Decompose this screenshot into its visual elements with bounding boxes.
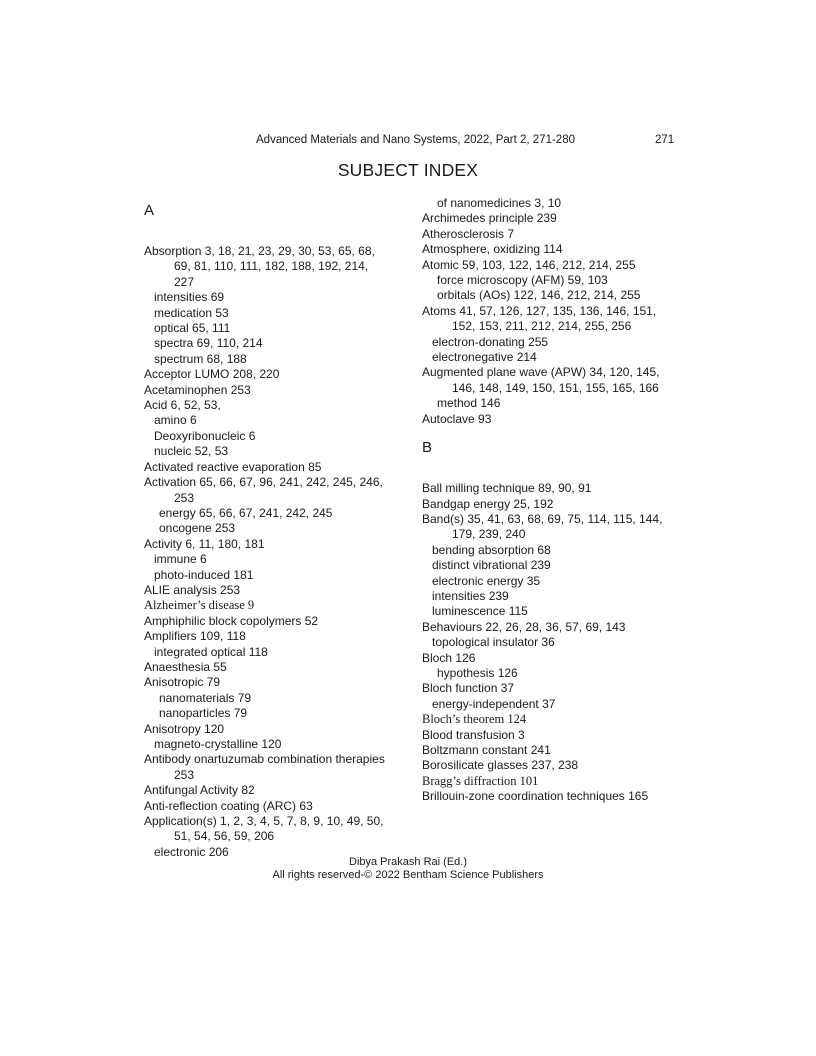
index-entry: Augmented plane wave (APW) 34, 120, 145,	[422, 365, 660, 380]
index-entry: bending absorption 68	[432, 542, 551, 557]
index-entry: Activity 6, 11, 180, 181	[144, 536, 265, 551]
index-entry-continuation: 227	[174, 274, 195, 289]
index-entry: Brillouin-zone coordination techniques 165	[422, 789, 649, 804]
page-title: SUBJECT INDEX	[337, 160, 479, 180]
index-entry: orbitals (AOs) 122, 146, 212, 214, 255	[437, 288, 641, 303]
running-head-text: Advanced Materials and Nano Systems, 2022, Part 2, 271-280	[256, 134, 575, 146]
index-entry: Autoclave 93	[422, 411, 492, 426]
section-letter-a: A	[144, 202, 155, 219]
index-entry: Absorption 3, 18, 21, 23, 29, 30, 53, 65, 68,	[144, 244, 375, 258]
index-entry: Atoms 41, 57, 126, 127, 135, 136, 146, 151,	[422, 303, 657, 318]
index-entry: luminescence 115	[432, 604, 528, 619]
index-entry: Acid 6, 52, 53,	[144, 398, 221, 413]
index-entry: oncogene 253	[159, 521, 236, 536]
index-entry: electronic energy 35	[432, 573, 541, 588]
index-entry: Atmosphere, oxidizing 114	[422, 242, 563, 257]
index-entry-continuation: 253	[174, 490, 195, 505]
index-entry: Bloch’s theorem 124	[422, 712, 527, 727]
index-entry-continuation: 253	[174, 767, 195, 782]
index-entry: Band(s) 35, 41, 63, 68, 69, 75, 114, 115, 144,	[422, 511, 663, 526]
page-number: 271	[655, 134, 675, 146]
index-entry: intensities 69	[154, 290, 225, 305]
index-entry: Activated reactive evaporation 85	[144, 459, 322, 474]
index-entry: Behaviours 22, 26, 28, 36, 57, 69, 143	[422, 619, 626, 634]
index-entry: hypothesis 126	[437, 665, 518, 680]
index-column-left	[144, 196, 414, 860]
index-entry: electron-donating 255	[432, 334, 549, 349]
footer-editor: Dibya Prakash Rai (Ed.)	[349, 856, 467, 868]
index-entry: magneto-crystalline 120	[154, 737, 282, 751]
index-entry: Antibody onartuzumab combination therapies	[144, 752, 385, 767]
index-entry-continuation: 69, 81, 110, 111, 182, 188, 192, 214,	[174, 259, 369, 274]
index-entry: Activation 65, 66, 67, 96, 241, 242, 245, 246,	[144, 475, 383, 490]
index-entry: integrated optical 118	[154, 644, 268, 659]
index-column-right	[422, 196, 692, 805]
index-entry: photo-induced 181	[154, 567, 254, 582]
index-entry: Alzheimer’s disease 9	[144, 598, 255, 613]
index-entries-a-continued	[422, 196, 692, 427]
index-entry: of nanomedicines 3, 10	[437, 196, 562, 210]
index-entry: Bloch function 37	[422, 681, 515, 696]
index-entry: Atherosclerosis 7	[422, 226, 515, 241]
index-entry: topological insulator 36	[432, 635, 555, 650]
index-entry-continuation: 51, 54, 56, 59, 206	[174, 829, 275, 844]
index-entry: intensities 239	[432, 588, 509, 603]
index-entry: energy-independent 37	[432, 696, 556, 711]
index-entry: Application(s) 1, 2, 3, 4, 5, 7, 8, 9, 10, 49, 50,	[144, 814, 384, 829]
index-entry: Anaesthesia 55	[144, 659, 227, 674]
footer-copyright: All rights reserved-© 2022 Bentham Science Publishers	[272, 869, 544, 881]
index-entry: electronegative 214	[432, 350, 537, 365]
index-entry: energy 65, 66, 67, 241, 242, 245	[159, 505, 333, 520]
index-entry: Atomic 59, 103, 122, 146, 212, 214, 255	[422, 257, 636, 272]
index-entry: Antifungal Activity 82	[144, 783, 255, 798]
index-entry: Bloch 126	[422, 650, 476, 665]
index-entry: distinct vibrational 239	[432, 558, 551, 573]
index-entry-continuation: 179, 239, 240	[452, 527, 526, 542]
index-entry: nucleic 52, 53	[154, 444, 229, 459]
index-entry: electronic 206	[154, 844, 229, 859]
index-entry: Acetaminophen 253	[144, 382, 251, 397]
index-entry: Anti-reflection coating (ARC) 63	[144, 798, 313, 813]
index-entry: Archimedes principle 239	[422, 211, 557, 226]
index-entry: medication 53	[154, 305, 229, 320]
index-entry: Ball milling technique 89, 90, 91	[422, 481, 592, 496]
index-entry: ALIE analysis 253	[144, 582, 241, 597]
index-entry: nanomaterials 79	[159, 690, 252, 705]
index-entry: optical 65, 111	[154, 321, 231, 336]
section-letter-b: B	[422, 439, 433, 457]
index-entry: Acceptor LUMO 208, 220	[144, 367, 280, 382]
index-entry: Amphiphilic block copolymers 52	[144, 613, 319, 628]
index-entries-a	[144, 244, 414, 860]
index-entry: amino 6	[154, 413, 197, 428]
index-entry: nanoparticles 79	[159, 706, 248, 721]
index-entry: spectrum 68, 188	[154, 351, 247, 366]
index-entry: force microscopy (AFM) 59, 103	[437, 273, 608, 288]
index-entry: Deoxyribonucleic 6	[154, 428, 256, 443]
index-entries-b	[422, 481, 692, 805]
index-entry-continuation: 146, 148, 149, 150, 151, 155, 165, 166	[452, 380, 659, 395]
index-entry: method 146	[437, 396, 501, 411]
index-entry: Boltzmann constant 241	[422, 743, 551, 757]
index-entry: spectra 69, 110, 214	[154, 336, 263, 351]
index-entry: Bragg’s diffraction 101	[422, 773, 539, 788]
index-entry-continuation: 152, 153, 211, 212, 214, 255, 256	[452, 319, 632, 334]
index-entry: Blood transfusion 3	[422, 727, 525, 742]
index-entry: Borosilicate glasses 237, 238	[422, 758, 579, 773]
index-entry: Anisotropy 120	[144, 721, 225, 736]
index-entry: immune 6	[154, 552, 207, 567]
index-entry: Bandgap energy 25, 192	[422, 496, 554, 511]
index-entry: Amplifiers 109, 118	[144, 629, 246, 644]
index-entry: Anisotropic 79	[144, 675, 221, 690]
